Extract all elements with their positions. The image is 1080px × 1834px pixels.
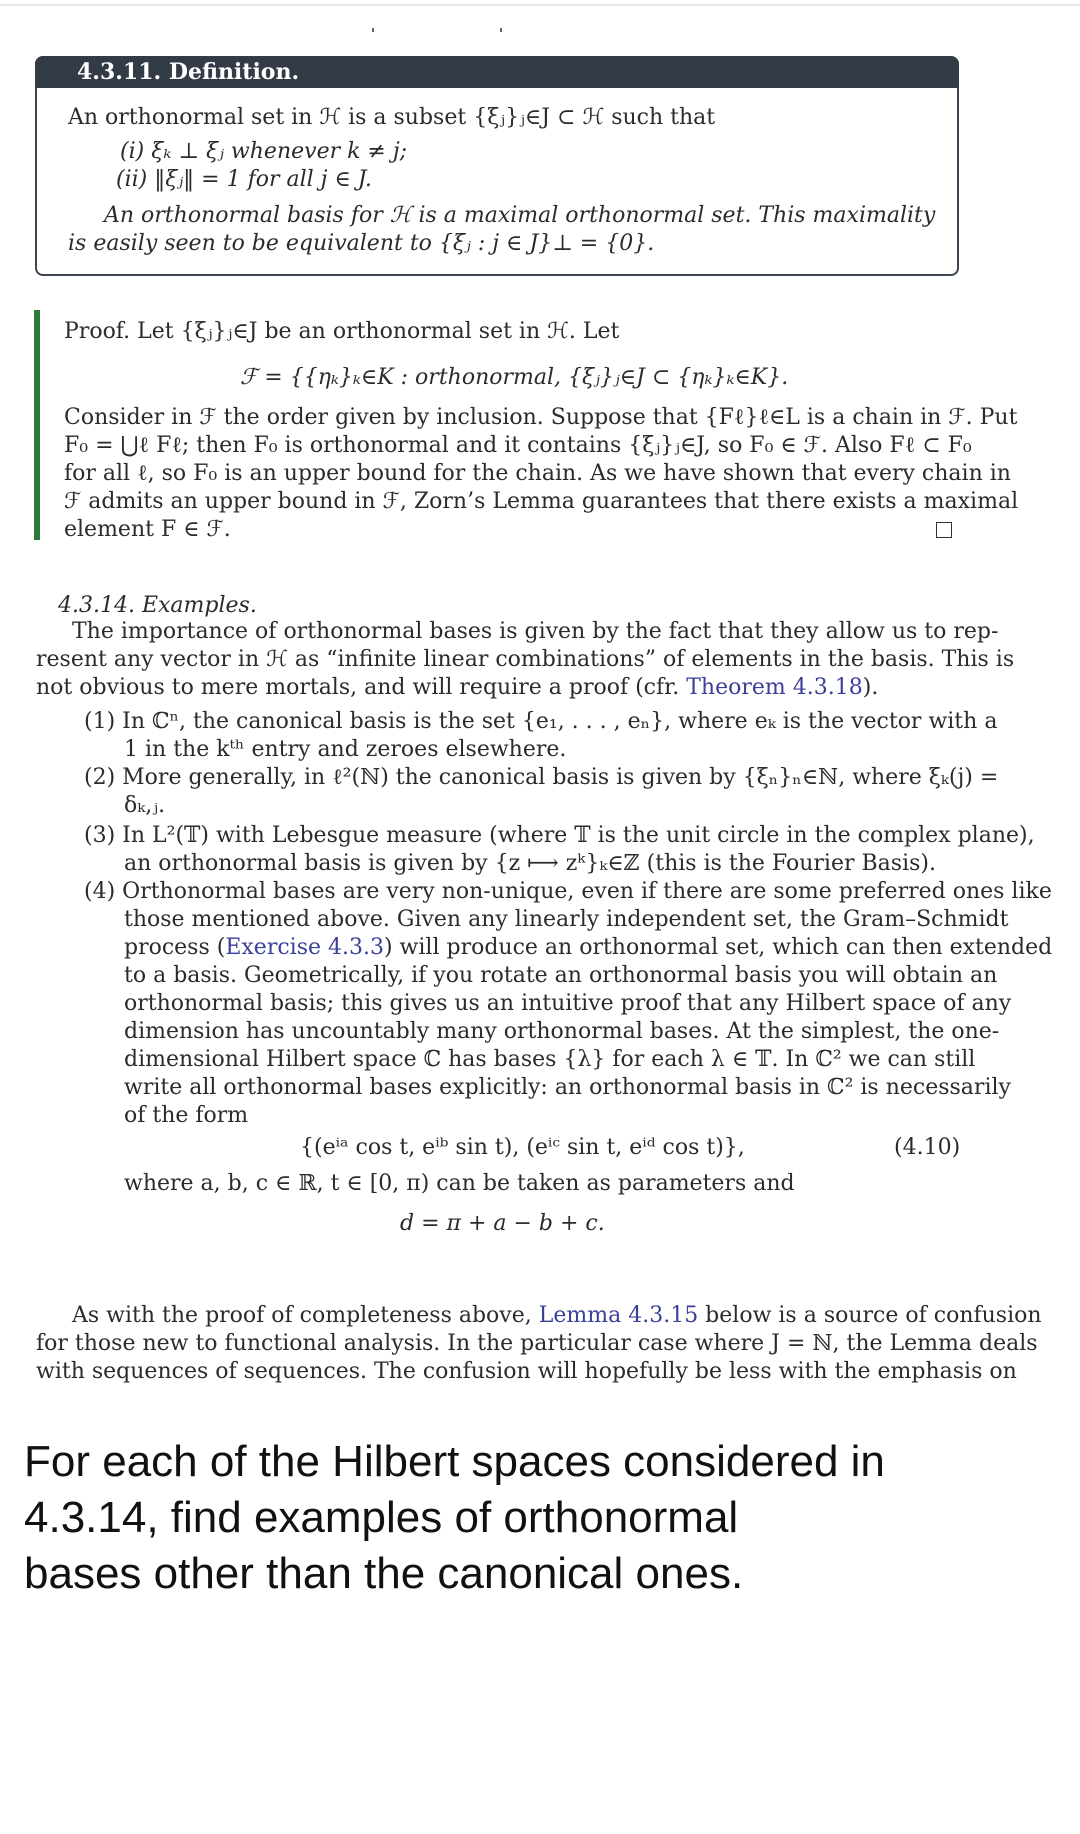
proof-line: F₀ = ⋃ℓ Fℓ; then F₀ is orthonormal and it contains {ξⱼ}ⱼ∈J, so F₀ ∈ ℱ. Also Fℓ ⊂ F₀ [64, 433, 972, 458]
lemma-paragraph-line: with sequences of sequences. The confusion will hopefully be less with the emphasis on [36, 1359, 1017, 1384]
example-item: write all orthonormal bases explicitly: an orthonormal basis in ℂ² is necessarily [124, 1075, 1011, 1100]
example-item: (2) More generally, in ℓ²(ℕ) the canonical basis is given by {ξₙ}ₙ∈ℕ, where ξₖ(j) = [84, 765, 999, 790]
proof-line: for all ℓ, so F₀ is an upper bound for the chain. As we have shown that every chain in [64, 461, 1011, 486]
example-item: 1 in the kᵗʰ entry and zeroes elsewhere. [124, 737, 567, 762]
examples-intro-line: resent any vector in ℋ as “infinite linear combinations” of elements in the basis. This is [36, 647, 1015, 672]
text: below is a source of confusion [698, 1303, 1042, 1328]
lemma-paragraph-line [72, 1302, 1042, 1330]
example-item: to a basis. Geometrically, if you rotate an orthonormal basis you will obtain an [124, 963, 998, 988]
qed-symbol [936, 522, 952, 538]
theorem-link[interactable]: Theorem 4.3.18 [686, 675, 863, 700]
scan-mark [500, 28, 502, 32]
example-item: orthonormal basis; this gives us an intuitive proof that any Hilbert space of any [124, 991, 1012, 1016]
question-line: For each of the Hilbert spaces considered in [24, 1437, 885, 1486]
example-item: dimension has uncountably many orthonormal bases. At the simplest, the one- [124, 1019, 1000, 1044]
example-item: where a, b, c ∈ ℝ, t ∈ [0, π) can be taken as parameters and [124, 1171, 795, 1196]
text: ) will produce an orthonormal set, which can then extended [383, 935, 1053, 960]
examples-intro-line [36, 674, 878, 702]
example-item: dimensional Hilbert space ℂ has bases {λ} for each λ ∈ 𝕋. In ℂ² we can still [124, 1047, 976, 1072]
text: ). [862, 675, 879, 700]
definition-line: (i) ξₖ ⊥ ξⱼ whenever k ≠ j; [120, 139, 408, 164]
definition-heading: 4.3.11. Definition. [35, 56, 959, 88]
top-divider [0, 4, 1080, 6]
equation-number: (4.10) [894, 1135, 961, 1160]
exercise-link[interactable]: Exercise 4.3.3 [225, 935, 384, 960]
example-item: (1) In ℂⁿ, the canonical basis is the set {e₁, . . . , eₙ}, where eₖ is the vector with a [84, 709, 998, 734]
equation: d = π + a − b + c. [400, 1211, 605, 1236]
definition-line: is easily seen to be equivalent to {ξⱼ : j ∈ J}⊥ = {0}. [68, 231, 655, 256]
lemma-paragraph-line: for those new to functional analysis. In the particular case where J = ℕ, the Lemma deals [36, 1331, 1038, 1356]
definition-line: An orthonormal basis for ℋ is a maximal orthonormal set. This maximality [104, 203, 936, 228]
examples-intro-line: The importance of orthonormal bases is given by the fact that they allow us to rep- [72, 619, 999, 644]
definition-line: (ii) ‖ξⱼ‖ = 1 for all j ∈ J. [116, 167, 372, 192]
example-item: δₖ,ⱼ. [124, 793, 166, 818]
equation: {(eⁱᵃ cos t, eⁱᵇ sin t), (eⁱᶜ sin t, eⁱᵈ cos t)}, [300, 1135, 745, 1160]
example-item: an orthonormal basis is given by {z ⟼ zᵏ}ₖ∈ℤ (this is the Fourier Basis). [124, 851, 936, 876]
text: As with the proof of completeness above, [72, 1303, 539, 1328]
lemma-link[interactable]: Lemma 4.3.15 [538, 1303, 699, 1328]
proof-line: Consider in ℱ the order given by inclusion. Suppose that {Fℓ}ℓ∈L is a chain in ℱ. Put [64, 405, 1018, 430]
text: not obvious to mere mortals, and will require a proof (cfr. [36, 675, 687, 700]
scan-mark [372, 28, 374, 32]
question-line: bases other than the canonical ones. [24, 1549, 744, 1598]
example-item: (4) Orthonormal bases are very non-unique, even if there are some preferred ones like [84, 879, 1052, 904]
proof-bar [34, 310, 40, 540]
text: process ( [124, 935, 226, 960]
proof-line: ℱ admits an upper bound in ℱ, Zorn’s Lemma guarantees that there exists a maximal [64, 489, 1019, 514]
example-item: those mentioned above. Given any linearly independent set, the Gram–Schmidt [124, 907, 1009, 932]
proof-formula: ℱ = {{ηₖ}ₖ∈K : orthonormal, {ξⱼ}ⱼ∈J ⊂ {ηₖ}ₖ∈K}. [240, 365, 789, 390]
example-item: of the form [124, 1103, 249, 1128]
proof-line: element F ∈ ℱ. [64, 517, 231, 542]
example-item: (3) In L²(𝕋) with Lebesgue measure (where 𝕋 is the unit circle in the complex plane), [84, 823, 1035, 848]
examples-heading: 4.3.14. Examples. [58, 593, 257, 618]
proof-line: Proof. Let {ξⱼ}ⱼ∈J be an orthonormal set in ℋ. Let [64, 319, 620, 344]
question-line: 4.3.14, find examples of orthonormal [24, 1493, 739, 1542]
definition-line: An orthonormal set in ℋ is a subset {ξⱼ}ⱼ∈J ⊂ ℋ such that [68, 105, 716, 130]
example-item [124, 934, 1052, 962]
